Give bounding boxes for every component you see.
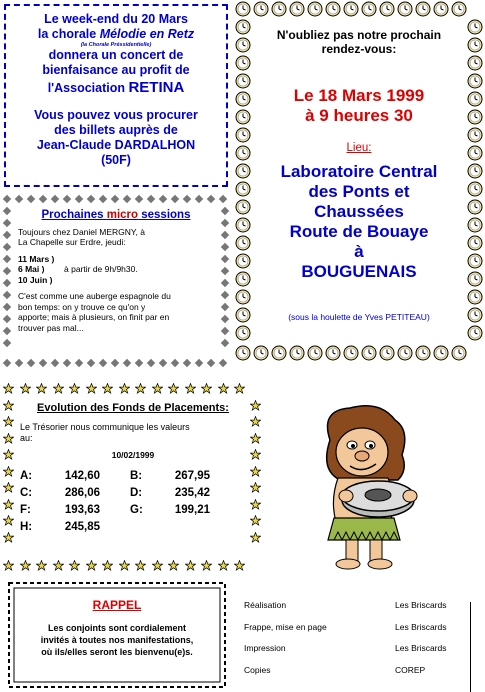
star-icon [218, 558, 229, 569]
clock-icon [235, 109, 251, 125]
diamond-ornament [3, 267, 11, 275]
diamond-ornament [3, 219, 11, 227]
diamond-ornament [27, 359, 35, 367]
rappel-text: Les conjoints sont cordialement invités à toutes nos manifestations, où ils/elles seront les bienvenu(e)s. [40, 623, 194, 657]
star-icon [185, 558, 196, 569]
micro-text-4: trouver pas mal... [18, 322, 84, 333]
clock-icon [397, 345, 413, 361]
star-icon [3, 398, 14, 409]
clock-icon [235, 325, 251, 341]
clock-icon [379, 345, 395, 361]
tickets-price: (50F) [101, 153, 131, 167]
diamond-ornament [123, 195, 131, 203]
star-icon [3, 497, 14, 508]
diamond-ornament [183, 359, 191, 367]
star-icon [3, 558, 14, 569]
clock-icon [235, 127, 251, 143]
diamond-ornament [135, 195, 143, 203]
clock-icon [467, 163, 483, 179]
micro-intro-1: Toujours chez Daniel MERGNY, à [18, 226, 145, 237]
concert-line-5: bienfaisance au profit de [42, 63, 190, 77]
clock-icon [467, 37, 483, 53]
concert-line-6: l'Association RETINA [47, 79, 185, 96]
clock-icon [433, 1, 449, 17]
star-icon [135, 558, 146, 569]
diamond-ornament [171, 195, 179, 203]
clock-icon [235, 73, 251, 89]
diamond-ornament [221, 315, 229, 323]
star-icon [3, 381, 14, 392]
clock-icon [235, 163, 251, 179]
clock-icon [467, 91, 483, 107]
clock-icon [235, 91, 251, 107]
clock-icon [467, 199, 483, 215]
diamond-ornament [3, 243, 11, 251]
clock-icon [467, 73, 483, 89]
star-icon [119, 381, 130, 392]
fonds-row: H: 245,85 [20, 521, 100, 533]
star-icon [36, 558, 47, 569]
clock-icon [415, 1, 431, 17]
diamond-ornament [15, 195, 23, 203]
diamond-ornament [219, 359, 227, 367]
star-icon [234, 558, 245, 569]
micro-text-2: bon temps: on y trouve ce qu'on y [18, 301, 146, 312]
diamond-ornament [39, 359, 47, 367]
star-icon [69, 558, 80, 569]
diamond-ornament [221, 327, 229, 335]
micro-date-row: 11 Mars ) [18, 253, 55, 264]
diamond-ornament [87, 195, 95, 203]
diamond-ornament [63, 359, 71, 367]
star-icon [102, 381, 113, 392]
star-icon [250, 530, 261, 541]
fonds-intro: Le Trésorier nous communique les valeurs au: [20, 422, 190, 443]
diamond-ornament [221, 291, 229, 299]
star-icon [250, 480, 261, 491]
star-icon [250, 464, 261, 475]
clock-icon [467, 253, 483, 269]
diamond-ornament [147, 359, 155, 367]
fonds-date: 10/02/1999 [111, 450, 155, 460]
micro-text-1: C'est comme une auberge espagnole du [18, 291, 171, 301]
clock-icon [451, 345, 467, 361]
star-icon [3, 464, 14, 475]
clock-icon [451, 1, 467, 17]
diamond-ornament [111, 359, 119, 367]
clock-icon [467, 181, 483, 197]
clock-icon [467, 145, 483, 161]
credit-row: Réalisation Les Briscards [244, 600, 447, 610]
clock-icon [235, 1, 251, 17]
diamond-ornament [99, 359, 107, 367]
diamond-ornament [221, 231, 229, 239]
clock-icon [253, 1, 269, 17]
clock-icon [271, 345, 287, 361]
star-icon [53, 558, 64, 569]
concert-line-2: la chorale Mélodie en Retz [37, 27, 195, 41]
micro-intro-2: La Chapelle sur Erdre, jeudi: [18, 237, 126, 247]
credits-list [244, 600, 484, 692]
diamond-ornament [221, 279, 229, 287]
tickets-line-3: Jean-Claude DARDALHON [36, 138, 196, 152]
star-icon [135, 381, 146, 392]
micro-sessions-title: Prochaines micro sessions [41, 209, 191, 221]
concert-line-1: Le week-end du 20 Mars [44, 12, 188, 26]
diamond-ornament [171, 359, 179, 367]
star-icon [152, 558, 163, 569]
star-icon [86, 381, 97, 392]
clock-icon [361, 345, 377, 361]
star-icon [102, 558, 113, 569]
clock-icon [467, 235, 483, 251]
credit-row: Frappe, mise en page Les Briscards [244, 621, 447, 632]
star-icon [185, 381, 196, 392]
diamond-ornament [221, 267, 229, 275]
diamond-ornament [39, 195, 47, 203]
star-icon [3, 480, 14, 491]
clock-icon [467, 271, 483, 287]
diamond-ornament [3, 207, 11, 215]
concert-line-4: donnera un concert de [48, 48, 184, 62]
clock-icon [235, 289, 251, 305]
rendezvous-note: (sous la houlette de Yves PETITEAU) [288, 312, 430, 322]
diamond-ornament [3, 303, 11, 311]
micro-text-3: apporte; mais à plusieurs, on finit par en [18, 312, 170, 322]
diamond-ornament [221, 255, 229, 263]
micro-sessions-box [2, 194, 230, 368]
clock-icon [289, 1, 305, 17]
diamond-ornament [63, 195, 71, 203]
fonds-row: C: 286,06 D: 235,42 [20, 487, 210, 499]
credits-divider [470, 602, 471, 692]
clock-icon [361, 1, 377, 17]
tickets-line-1: Vous pouvez vous procurer [34, 108, 198, 122]
credit-row: Impression Les Briscards [244, 643, 447, 653]
diamond-ornament [219, 195, 227, 203]
clock-icon [467, 127, 483, 143]
rendezvous-lieu-label: Lieu: [346, 142, 372, 154]
rendezvous-place: Laboratoire Central des Ponts et Chaussées Route de Bouaye à BOUGUENAIS [280, 162, 438, 281]
star-icon [119, 558, 130, 569]
micro-date-row: 10 Juin ) [18, 274, 53, 285]
fonds-row: A: 142,60 B: 267,95 [20, 470, 210, 482]
diamond-ornament [3, 255, 11, 263]
diamond-ornament [75, 359, 83, 367]
diamond-ornament [207, 195, 215, 203]
rendezvous-intro: N'oubliez pas notre prochain rendez-vous: [276, 28, 442, 56]
clock-icon [467, 19, 483, 35]
diamond-ornament [3, 315, 11, 323]
fonds-placements-box [2, 380, 262, 570]
fonds-row: F: 193,63 G: 199,21 [20, 504, 210, 516]
star-icon [36, 381, 47, 392]
clock-icon [343, 1, 359, 17]
diamond-ornament [51, 359, 59, 367]
star-icon [234, 381, 245, 392]
star-icon [3, 414, 14, 425]
micro-date-row: 6 Mai ) à partir de 9h/9h30. [18, 264, 138, 274]
credit-row: Copies COREP [244, 664, 426, 675]
star-icon [201, 381, 212, 392]
clock-icon [235, 307, 251, 323]
diamond-ornament [27, 195, 35, 203]
clock-icon [235, 145, 251, 161]
diamond-ornament [221, 303, 229, 311]
clock-icon [235, 55, 251, 71]
clock-icon [467, 307, 483, 323]
diamond-ornament [3, 339, 11, 347]
clock-icon [343, 345, 359, 361]
clock-icon [289, 345, 305, 361]
star-icon [3, 513, 14, 524]
star-icon [168, 381, 179, 392]
diamond-ornament [183, 195, 191, 203]
diamond-ornament [207, 359, 215, 367]
diamond-ornament [3, 195, 11, 203]
clock-icon [235, 235, 251, 251]
star-icon [250, 398, 261, 409]
diamond-ornament [3, 327, 11, 335]
diamond-ornament [135, 359, 143, 367]
clock-icon [235, 181, 251, 197]
fonds-title: Evolution des Fonds de Placements: [37, 402, 229, 414]
clock-icon [235, 217, 251, 233]
star-icon [250, 513, 261, 524]
star-icon [168, 558, 179, 569]
diamond-ornament [159, 359, 167, 367]
clock-icon [235, 253, 251, 269]
caveman-clipart [290, 400, 440, 570]
clock-icon [433, 345, 449, 361]
diamond-ornament [159, 195, 167, 203]
clock-icon [467, 55, 483, 71]
concert-subnote: (la Chorale Préssidentielle) [80, 42, 152, 48]
diamond-ornament [123, 359, 131, 367]
clock-icon [467, 109, 483, 125]
clock-icon [467, 289, 483, 305]
clock-icon [307, 1, 323, 17]
diamond-ornament [3, 291, 11, 299]
rendezvous-date: Le 18 Mars 1999 à 9 heures 30 [293, 86, 425, 125]
star-icon [201, 558, 212, 569]
diamond-ornament [87, 359, 95, 367]
star-icon [20, 381, 31, 392]
star-icon [3, 530, 14, 541]
star-icon [20, 558, 31, 569]
star-icon [218, 381, 229, 392]
diamond-ornament [195, 195, 203, 203]
diamond-ornament [3, 231, 11, 239]
clock-icon [325, 345, 341, 361]
diamond-ornament [221, 207, 229, 215]
star-icon [250, 497, 261, 508]
diamond-ornament [51, 195, 59, 203]
diamond-ornament [147, 195, 155, 203]
star-icon [250, 414, 261, 425]
diamond-ornament [221, 219, 229, 227]
clock-icon [307, 345, 323, 361]
clock-icon [379, 1, 395, 17]
star-icon [3, 431, 14, 442]
diamond-ornament [75, 195, 83, 203]
clock-icon [235, 345, 251, 361]
diamond-ornament [111, 195, 119, 203]
clock-icon [235, 37, 251, 53]
rappel-box [6, 580, 228, 690]
clock-icon [271, 1, 287, 17]
diamond-ornament [99, 195, 107, 203]
clock-icon [325, 1, 341, 17]
clock-icon [235, 199, 251, 215]
star-icon [152, 381, 163, 392]
clock-icon [467, 217, 483, 233]
star-icon [86, 558, 97, 569]
clock-icon [235, 271, 251, 287]
star-icon [69, 381, 80, 392]
clock-icon [397, 1, 413, 17]
clock-icon [253, 345, 269, 361]
rendezvous-box [234, 0, 484, 362]
star-icon [250, 431, 261, 442]
diamond-ornament [221, 339, 229, 347]
clock-icon [467, 325, 483, 341]
star-icon [3, 447, 14, 458]
diamond-ornament [221, 243, 229, 251]
diamond-ornament [15, 359, 23, 367]
diamond-ornament [3, 359, 11, 367]
star-icon [250, 447, 261, 458]
star-icon [53, 381, 64, 392]
diamond-ornament [195, 359, 203, 367]
concert-announcement-box [4, 4, 228, 187]
tickets-line-2: des billets auprès de [54, 123, 178, 137]
diamond-ornament [3, 279, 11, 287]
rappel-title: RAPPEL [92, 598, 142, 612]
clock-icon [235, 19, 251, 35]
clock-icon [415, 345, 431, 361]
